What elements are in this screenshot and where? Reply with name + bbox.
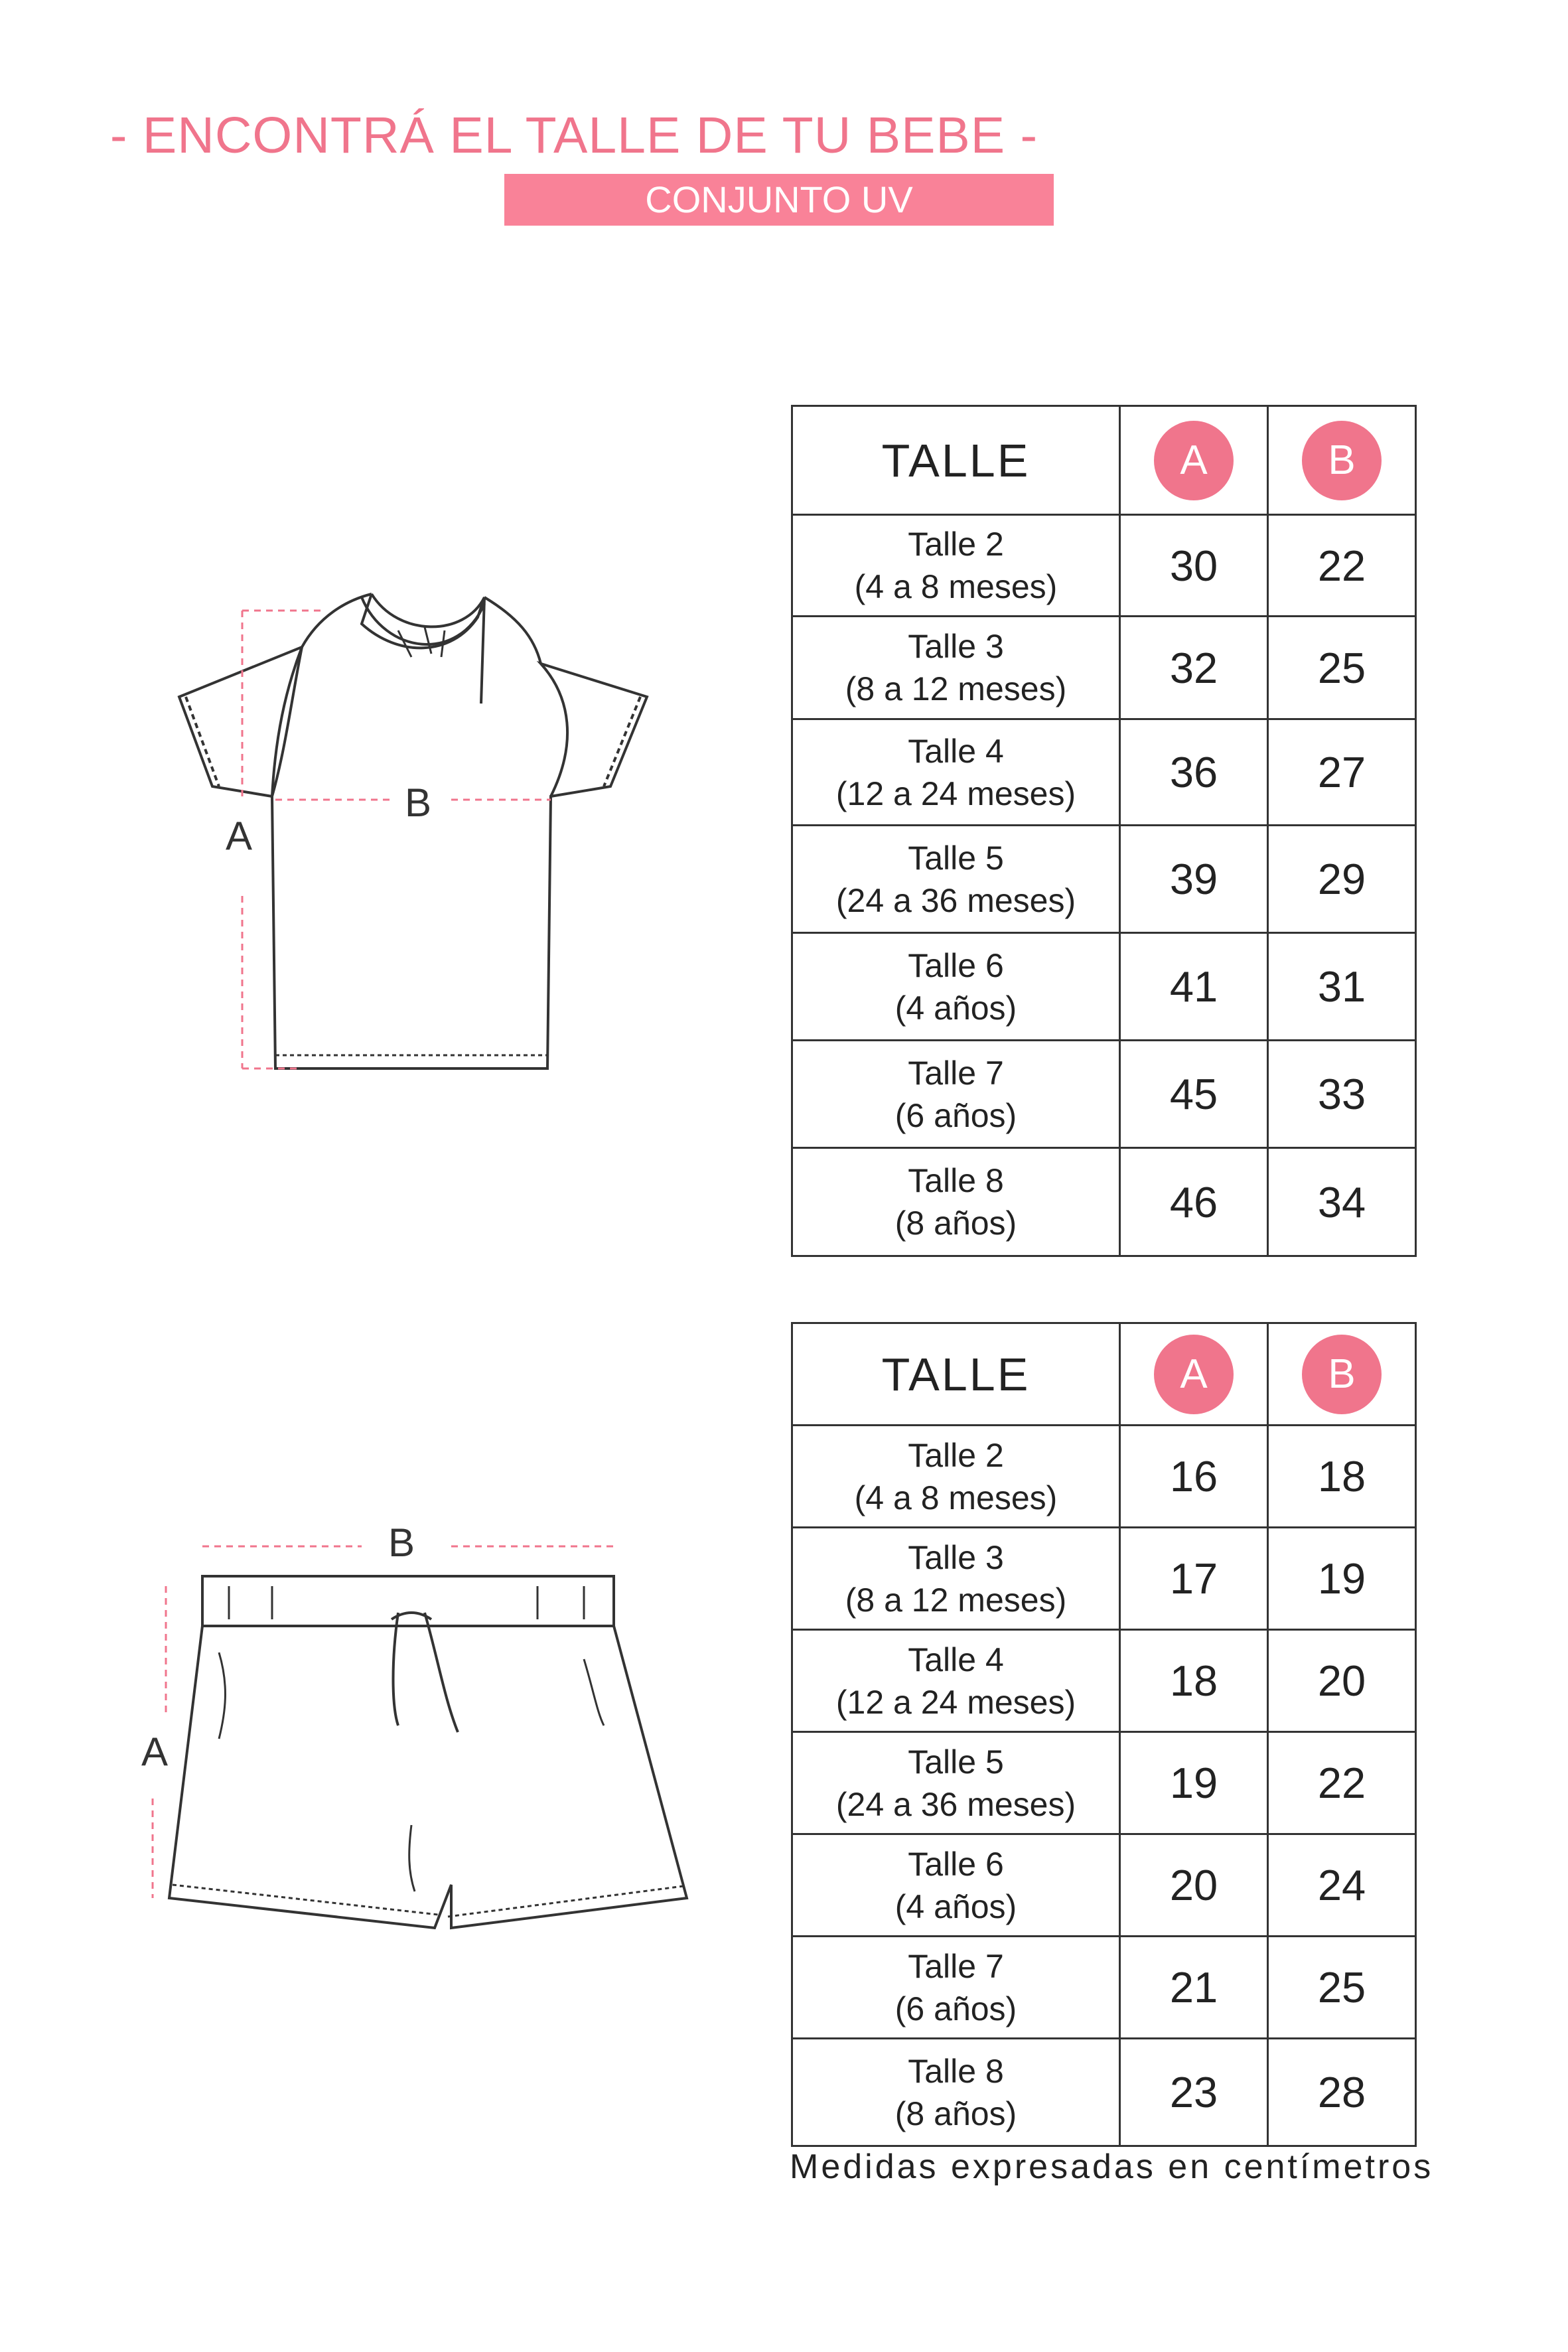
- row-age: (24 a 36 meses): [835, 1785, 1076, 1823]
- table-row: [792, 1834, 1416, 1937]
- row-age: (8 a 12 meses): [845, 1581, 1067, 1619]
- shorts-size-table: [791, 1322, 1417, 2147]
- row-value-a: 19: [1120, 1732, 1268, 1834]
- table-row: [792, 826, 1416, 933]
- row-value-b: 18: [1268, 1426, 1416, 1528]
- row-talle: Talle 4: [908, 732, 1004, 770]
- row-value-a: 21: [1120, 1937, 1268, 2039]
- row-age: (8 años): [894, 2095, 1017, 2132]
- row-age: (6 años): [894, 1096, 1017, 1134]
- units-footnote: Medidas expresadas en centímetros: [790, 2148, 1434, 2186]
- row-value-b: 34: [1268, 1148, 1416, 1256]
- row-age: (4 años): [894, 989, 1017, 1027]
- table-row: [792, 1732, 1416, 1834]
- row-age: (24 a 36 meses): [835, 881, 1076, 919]
- row-value-b: 28: [1268, 2039, 1416, 2146]
- row-value-b: 33: [1268, 1041, 1416, 1148]
- row-talle: Talle 5: [908, 839, 1004, 877]
- row-value-a: 17: [1120, 1528, 1268, 1630]
- row-value-b: 27: [1268, 719, 1416, 826]
- product-banner: CONJUNTO UV: [504, 174, 1054, 226]
- row-value-a: 39: [1120, 826, 1268, 933]
- header-talle: TALLE: [792, 1323, 1120, 1426]
- row-value-a: 23: [1120, 2039, 1268, 2146]
- row-talle: Talle 6: [908, 1845, 1004, 1883]
- row-age: (6 años): [894, 1990, 1017, 2027]
- header-a-badge: A: [1154, 421, 1234, 500]
- row-value-b: 31: [1268, 933, 1416, 1041]
- row-value-a: 46: [1120, 1148, 1268, 1256]
- table-header-row: [792, 406, 1416, 515]
- row-value-b: 25: [1268, 1937, 1416, 2039]
- row-age: (4 a 8 meses): [854, 1479, 1058, 1516]
- row-value-b: 20: [1268, 1630, 1416, 1732]
- table-row: [792, 1630, 1416, 1732]
- row-talle: Talle 2: [908, 526, 1004, 563]
- row-talle: Talle 7: [908, 1947, 1004, 1985]
- row-value-b: 29: [1268, 826, 1416, 933]
- row-age: (4 años): [894, 1887, 1017, 1925]
- table-row: [792, 719, 1416, 826]
- header-a-badge: A: [1154, 1335, 1234, 1414]
- row-value-a: 36: [1120, 719, 1268, 826]
- row-age: (8 años): [894, 1205, 1017, 1242]
- shorts-label-b: B: [388, 1520, 415, 1565]
- row-value-b: 25: [1268, 617, 1416, 719]
- table-row: [792, 1937, 1416, 2039]
- row-talle: Talle 4: [908, 1641, 1004, 1678]
- row-value-a: 32: [1120, 617, 1268, 719]
- row-value-a: 30: [1120, 515, 1268, 617]
- row-talle: Talle 3: [908, 1538, 1004, 1576]
- table-row: [792, 617, 1416, 719]
- row-talle: Talle 8: [908, 2052, 1004, 2090]
- shirt-label-a: A: [226, 814, 253, 858]
- row-value-a: 20: [1120, 1834, 1268, 1937]
- page-title: - ENCONTRÁ EL TALLE DE TU BEBE -: [109, 107, 1038, 164]
- row-value-a: 18: [1120, 1630, 1268, 1732]
- table-header-row: [792, 1323, 1416, 1426]
- row-value-b: 19: [1268, 1528, 1416, 1630]
- header-b-badge: B: [1302, 1335, 1382, 1414]
- shirt-label-b: B: [405, 780, 432, 825]
- row-age: (12 a 24 meses): [835, 774, 1076, 812]
- row-value-b: 22: [1268, 515, 1416, 617]
- table-row: [792, 1041, 1416, 1148]
- shirt-measure-guides: [242, 611, 551, 1068]
- header-b-badge: B: [1302, 421, 1382, 500]
- row-talle: Talle 5: [908, 1743, 1004, 1781]
- table-row: [792, 515, 1416, 617]
- table-row: [792, 933, 1416, 1041]
- row-age: (8 a 12 meses): [845, 670, 1067, 707]
- table-row: [792, 2039, 1416, 2146]
- row-talle: Talle 6: [908, 946, 1004, 984]
- shirt-size-table: [791, 405, 1417, 1257]
- row-value-a: 16: [1120, 1426, 1268, 1528]
- shorts-illustration: [169, 1576, 687, 1928]
- row-value-b: 24: [1268, 1834, 1416, 1937]
- row-value-a: 45: [1120, 1041, 1268, 1148]
- shorts-label-a: A: [141, 1729, 169, 1774]
- row-talle: Talle 7: [908, 1054, 1004, 1092]
- row-age: (12 a 24 meses): [835, 1683, 1076, 1721]
- row-talle: Talle 8: [908, 1162, 1004, 1199]
- row-age: (4 a 8 meses): [854, 568, 1058, 605]
- table-row: [792, 1426, 1416, 1528]
- header-talle: TALLE: [792, 406, 1120, 515]
- row-value-b: 22: [1268, 1732, 1416, 1834]
- table-row: [792, 1528, 1416, 1630]
- row-talle: Talle 2: [908, 1436, 1004, 1474]
- row-talle: Talle 3: [908, 628, 1004, 665]
- row-value-a: 41: [1120, 933, 1268, 1041]
- table-row: [792, 1148, 1416, 1256]
